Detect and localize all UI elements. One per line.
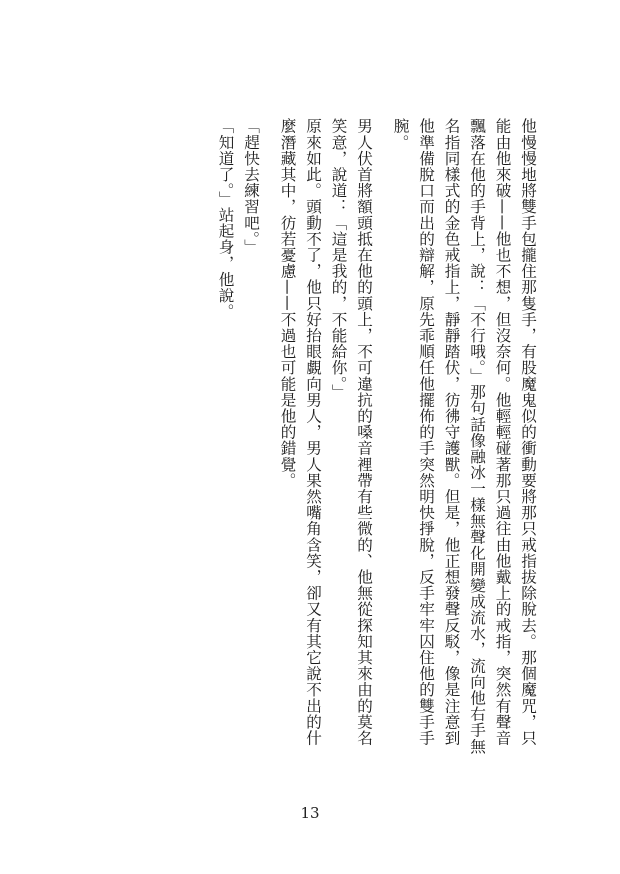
paragraph-3: 原來如此。頭動不了，他只好抬眼覷向男人，男人果然嘴角含笑，卻又有其它說不出的什麼潛藏其中，彷若憂慮——不過也可能是他的錯覺。	[278, 118, 322, 746]
body-text	[70, 118, 540, 758]
paragraph-2: 男人伏首將額頭抵在他的頭上，不可違抗的嗓音裡帶有些微的、他無從探知其來由的莫名笑意，說道：「這是我的，不能給你。」	[329, 118, 373, 746]
dialogue-line-1: 「趕快去練習吧。」	[242, 118, 260, 256]
dialogue-line-2: 「知道了。」站起身，他說。	[216, 118, 235, 320]
page-number: 13	[300, 804, 320, 822]
paragraph-1: 他慢慢地將雙手包攏住那隻手，有股魔鬼似的衝動要將那只戒指拔除脫去。那個魔咒，只能由他來破——他也不想，但沒奈何。他輕輕碰著那只過往由他戴上的戒指，突然有聲音飄落在他的手背上，說：「不行哦。」那句話像融冰一樣無聲化開變成流水，流向他右手無名指同樣式的金色戒指上，靜靜踏伏，彷彿守護獸。但是，他正想發聲反駁，像是注意到他準備脫口而出的辯解，原先乖順任他擺佈的手突然明快掙脫，反手牢牢囚住他的雙手手腕。	[391, 118, 537, 755]
